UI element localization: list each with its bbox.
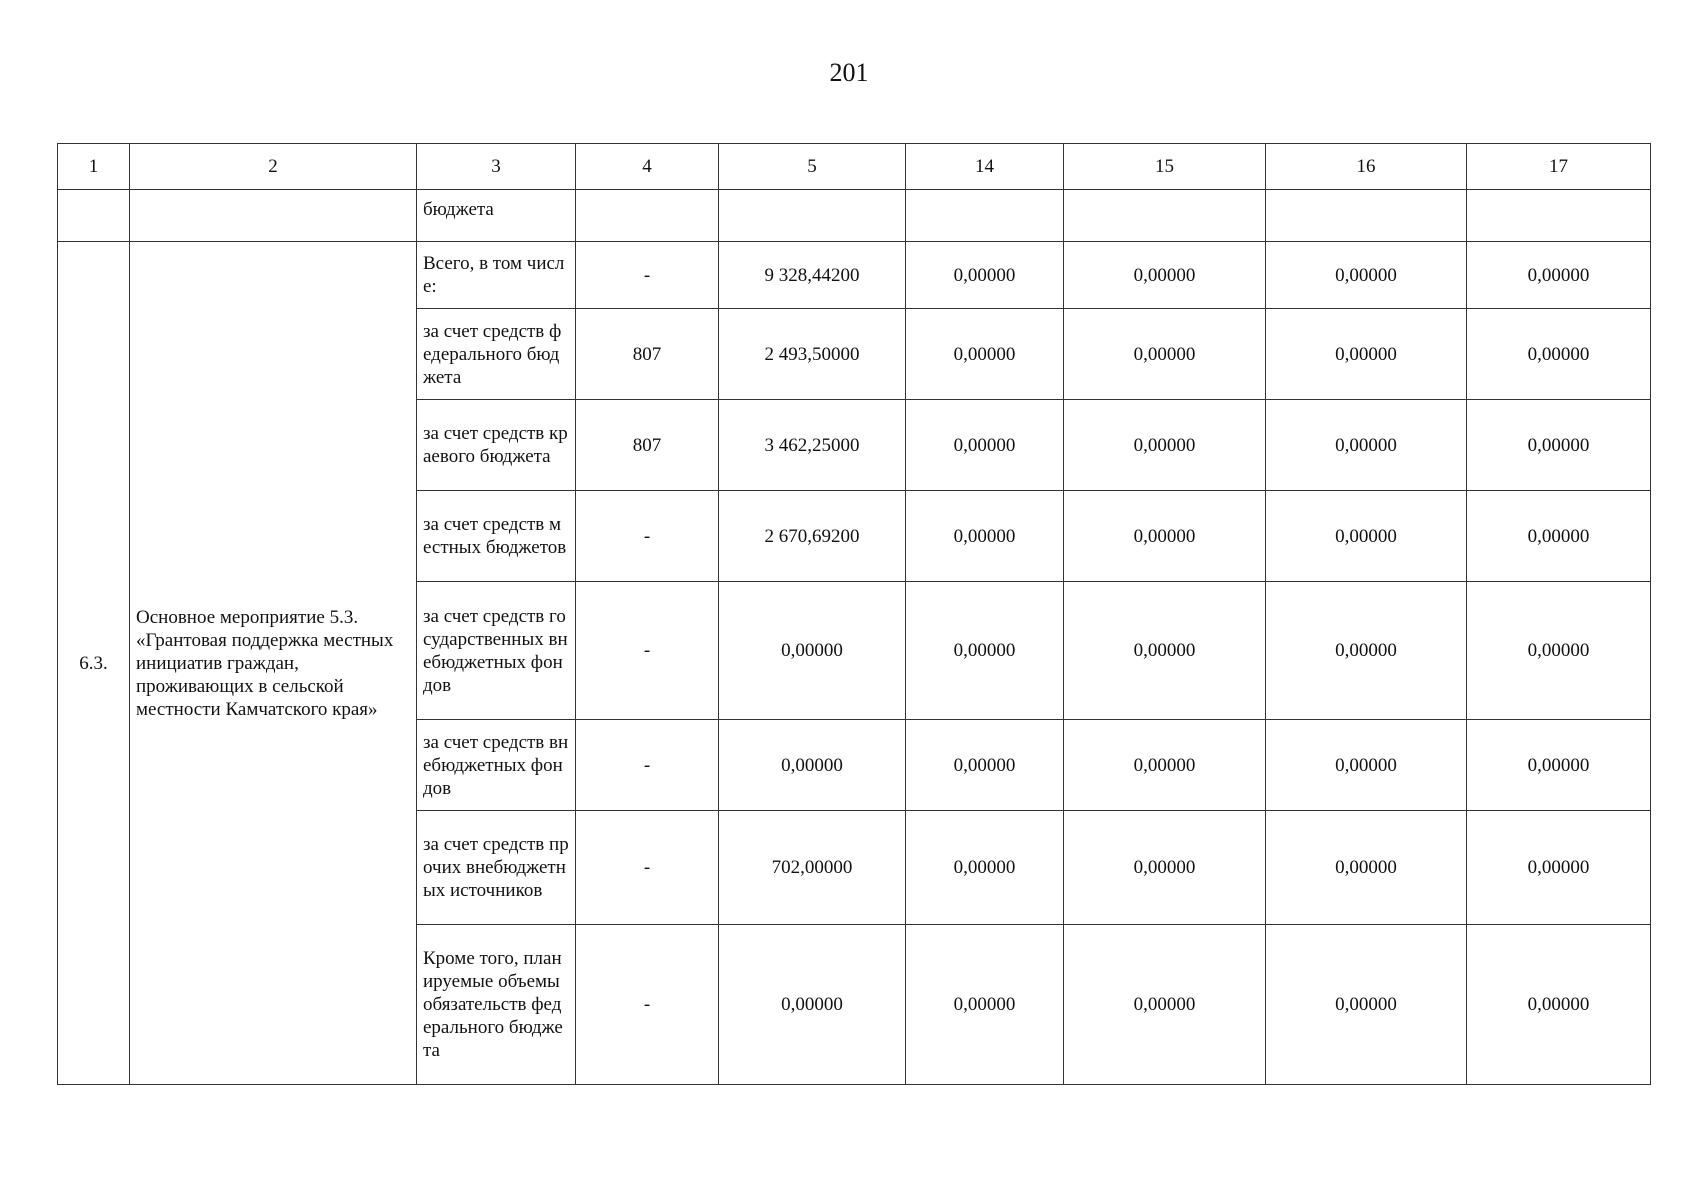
- item-number-cell: 6.3.: [58, 242, 130, 1085]
- header-cell: 14: [906, 144, 1064, 190]
- table-cell: [58, 190, 130, 242]
- page-number: 201: [829, 58, 869, 87]
- funding-source-cell: Всего, в том числе:: [417, 242, 576, 309]
- amount-cell: 3 462,25000: [719, 400, 906, 491]
- budget-code-cell: -: [576, 720, 719, 811]
- header-cell: 2: [130, 144, 417, 190]
- table-cell: [1467, 190, 1651, 242]
- table-cell: [719, 190, 906, 242]
- table-cell: [1064, 190, 1266, 242]
- amount-cell: 0,00000: [906, 400, 1064, 491]
- item-name-cell: Основное мероприятие 5.3. «Грантовая поддержка местных инициатив граждан, проживающих в сельской местности Камчатского края»: [130, 242, 417, 1085]
- funding-source-cell: за счет средств внебюджетных фондов: [417, 720, 576, 811]
- table-header-row: [58, 144, 1651, 190]
- budget-code-cell: -: [576, 582, 719, 720]
- funding-source-cell: за счет средств краевого бюджета: [417, 400, 576, 491]
- amount-cell: 0,00000: [1064, 720, 1266, 811]
- budget-code-cell: 807: [576, 400, 719, 491]
- amount-cell: 0,00000: [906, 491, 1064, 582]
- amount-cell: 0,00000: [1467, 400, 1651, 491]
- header-cell: 3: [417, 144, 576, 190]
- table-cell: [1266, 190, 1467, 242]
- funding-source-cell: за счет средств государственных внебюджетных фондов: [417, 582, 576, 720]
- amount-cell: 0,00000: [1064, 309, 1266, 400]
- amount-cell: 702,00000: [719, 811, 906, 925]
- funding-source-cell: Кроме того, планируемые объемы обязательств федерального бюджета: [417, 925, 576, 1085]
- amount-cell: 0,00000: [1467, 309, 1651, 400]
- amount-cell: 0,00000: [1266, 582, 1467, 720]
- budget-code-cell: -: [576, 811, 719, 925]
- amount-cell: 0,00000: [1467, 720, 1651, 811]
- amount-cell: 0,00000: [719, 720, 906, 811]
- budget-code-cell: -: [576, 242, 719, 309]
- budget-code-cell: 807: [576, 309, 719, 400]
- amount-cell: 0,00000: [1266, 811, 1467, 925]
- amount-cell: 0,00000: [906, 811, 1064, 925]
- amount-cell: 0,00000: [1064, 811, 1266, 925]
- continuation-row: [58, 190, 1651, 242]
- header-cell: 16: [1266, 144, 1467, 190]
- amount-cell: 0,00000: [1467, 242, 1651, 309]
- amount-cell: 0,00000: [1266, 720, 1467, 811]
- amount-cell: 0,00000: [719, 925, 906, 1085]
- budget-table: [57, 143, 1651, 1085]
- header-cell: 17: [1467, 144, 1651, 190]
- header-cell: 1: [58, 144, 130, 190]
- amount-cell: 0,00000: [1064, 925, 1266, 1085]
- amount-cell: 0,00000: [1064, 242, 1266, 309]
- funding-source-cell: за счет средств прочих внебюджетных источников: [417, 811, 576, 925]
- amount-cell: 0,00000: [1467, 811, 1651, 925]
- budget-code-cell: -: [576, 925, 719, 1085]
- amount-cell: 0,00000: [719, 582, 906, 720]
- amount-cell: 0,00000: [1266, 925, 1467, 1085]
- amount-cell: 0,00000: [1266, 400, 1467, 491]
- amount-cell: 0,00000: [906, 720, 1064, 811]
- amount-cell: 0,00000: [1467, 491, 1651, 582]
- amount-cell: 9 328,44200: [719, 242, 906, 309]
- amount-cell: 0,00000: [1266, 309, 1467, 400]
- amount-cell: 0,00000: [1467, 925, 1651, 1085]
- amount-cell: 0,00000: [906, 925, 1064, 1085]
- table-cell: [576, 190, 719, 242]
- table-cell: [906, 190, 1064, 242]
- header-cell: 4: [576, 144, 719, 190]
- table-row: [58, 242, 1651, 309]
- table-cell: [130, 190, 417, 242]
- amount-cell: 0,00000: [1266, 242, 1467, 309]
- amount-cell: 2 493,50000: [719, 309, 906, 400]
- amount-cell: 2 670,69200: [719, 491, 906, 582]
- amount-cell: 0,00000: [906, 582, 1064, 720]
- funding-source-cell: за счет средств местных бюджетов: [417, 491, 576, 582]
- header-cell: 5: [719, 144, 906, 190]
- funding-source-cell: за счет средств федерального бюджета: [417, 309, 576, 400]
- amount-cell: 0,00000: [906, 242, 1064, 309]
- budget-code-cell: -: [576, 491, 719, 582]
- amount-cell: 0,00000: [1064, 582, 1266, 720]
- amount-cell: 0,00000: [1266, 491, 1467, 582]
- amount-cell: 0,00000: [1064, 400, 1266, 491]
- amount-cell: 0,00000: [1467, 582, 1651, 720]
- amount-cell: 0,00000: [1064, 491, 1266, 582]
- header-cell: 15: [1064, 144, 1266, 190]
- funding-source-cell: бюджета: [417, 190, 576, 242]
- amount-cell: 0,00000: [906, 309, 1064, 400]
